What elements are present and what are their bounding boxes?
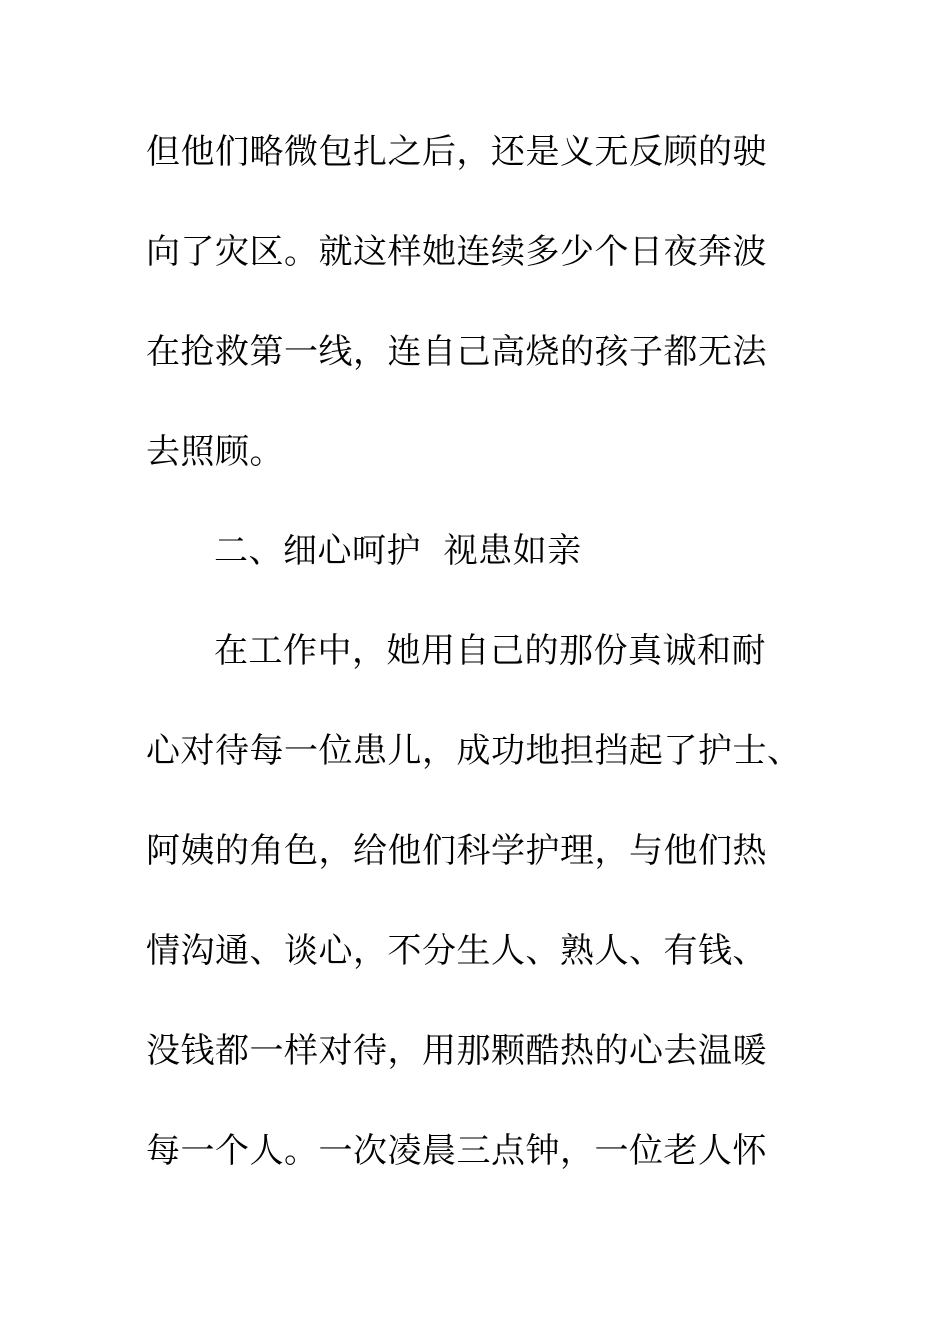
text-line: 但他们略微包扎之后，还是义无反顾的驶 <box>146 132 767 172</box>
text-line: 在抢救第一线，连自己高烧的孩子都无法 <box>146 332 767 372</box>
text-line: 去照顾。 <box>146 432 284 472</box>
paragraph-first-line: 在工作中，她用自己的那份真诚和耐 <box>214 631 766 671</box>
text-line: 向了灾区。就这样她连续多少个日夜奔波 <box>146 232 767 272</box>
text-line: 没钱都一样对待，用那颗酷热的心去温暖 <box>146 1031 767 1071</box>
text-line: 情沟通、谈心，不分生人、熟人、有钱、 <box>146 931 767 971</box>
text-line: 心对待每一位患儿，成功地担挡起了护士、 <box>146 731 802 771</box>
section-heading: 二、细心呵护 视患如亲 <box>214 531 582 571</box>
text-line: 每一个人。一次凌晨三点钟，一位老人怀 <box>146 1131 767 1171</box>
text-line: 阿姨的角色，给他们科学护理，与他们热 <box>146 831 767 871</box>
